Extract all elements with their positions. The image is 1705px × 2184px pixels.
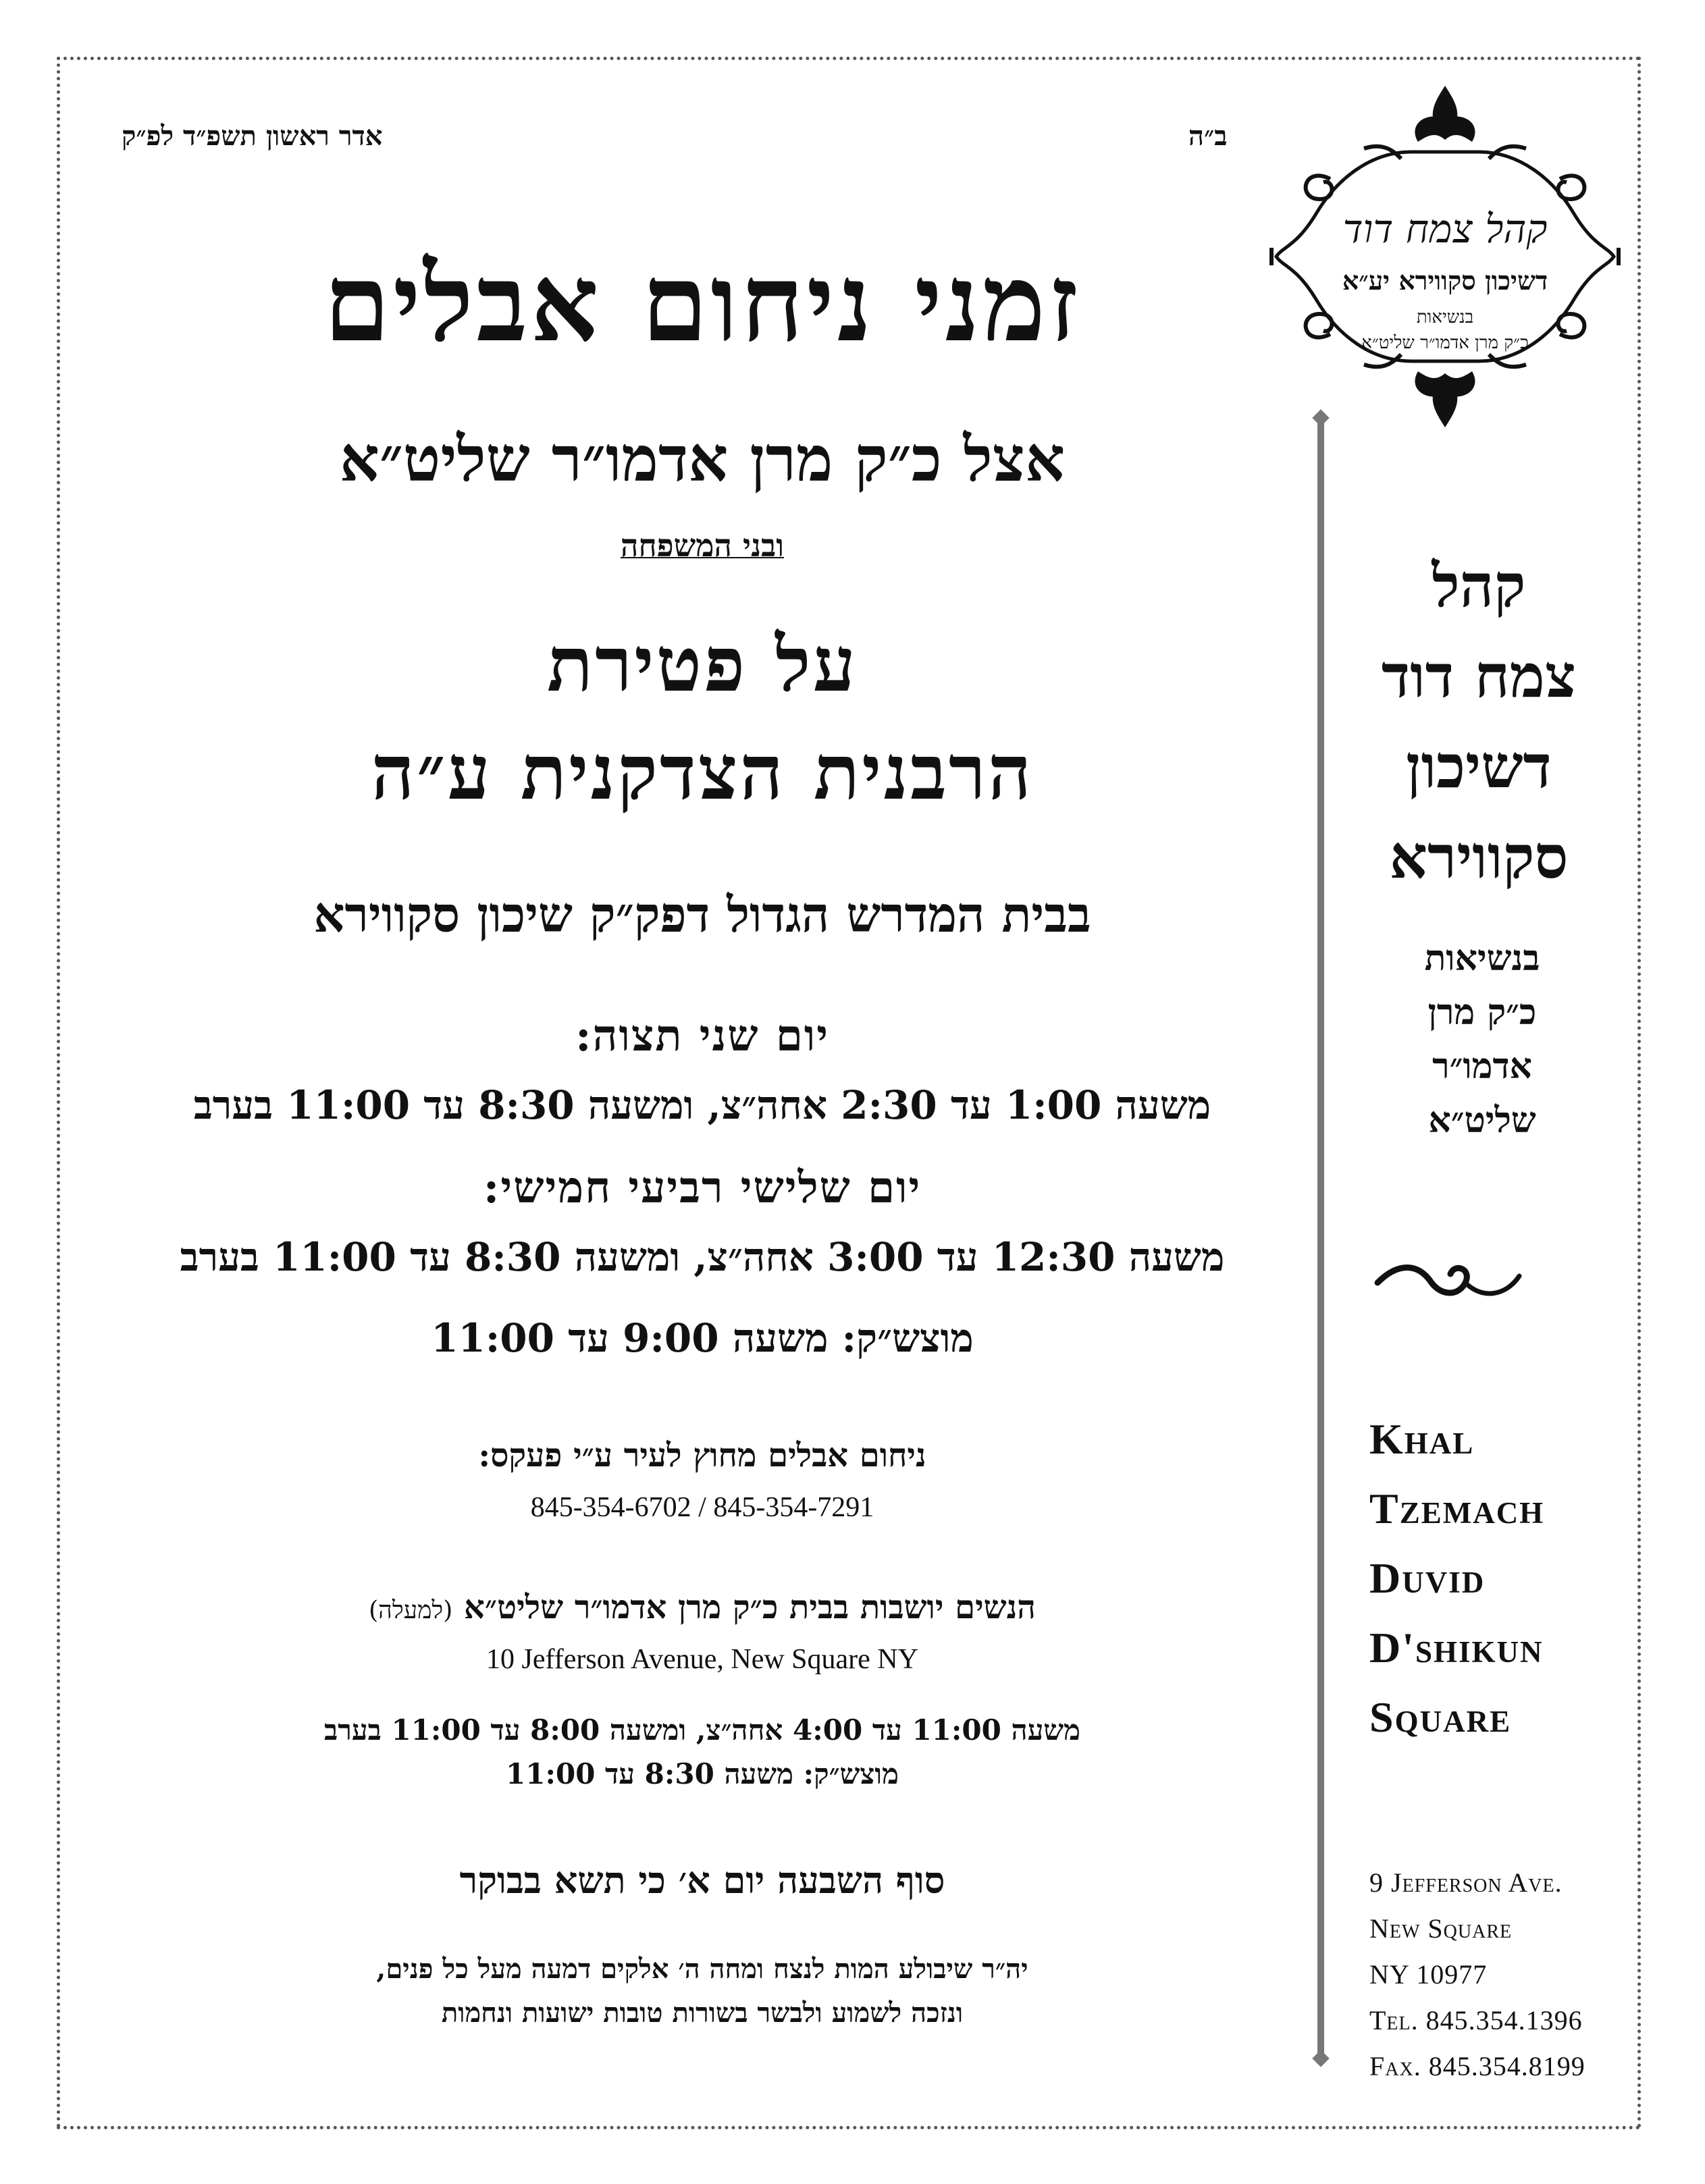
women-label — [128, 1587, 1276, 1632]
logo-frame-icon — [1256, 78, 1634, 435]
logo-line-2: דשיכון סקווירא יע״א — [1342, 265, 1548, 296]
sidebar-en-name-3: Duvid — [1369, 1554, 1486, 1602]
bh-mark: ב״ה — [1188, 120, 1228, 152]
sidebar-leadership — [1371, 932, 1594, 1148]
blessing-line-2: ונזכה לשמוע ולבשר בשורות טובות ישועות ונחמות — [441, 1997, 964, 2029]
logo-line-4: כ״ק מרן אדמו״ר שליט״א — [1361, 333, 1529, 353]
swirl-ornament — [1371, 1259, 1526, 1306]
petira-line-2: הרבנית הצדקנית ע״ה — [371, 728, 1034, 817]
sidebar-heb-name-2: צמח דוד — [1381, 641, 1577, 711]
sidebar-leadership-1: בנשיאות — [1424, 938, 1540, 979]
kehilla-logo — [1256, 78, 1634, 435]
sidebar-leadership-3: אדמו״ר — [1432, 1046, 1532, 1087]
motzash-times: מוצש״ק: משעה 9:00 עד 11:00 — [431, 1315, 974, 1361]
women-label-text: הנשים יושבות בבית כ״ק מרן אדמו״ר שליט״א — [464, 1589, 1036, 1626]
sidebar-heb-name-3: דשיכון — [1406, 731, 1552, 801]
day1-label: יום שני תצוה: — [575, 1011, 829, 1061]
sidebar-en-name-4: D'shikun — [1369, 1624, 1544, 1672]
family-line: ובני המשפחה — [621, 527, 784, 564]
blessing-line-1: יה״ר שיבולע המות לנצח ומחה ה׳ אלקים דמעה מעל כל פנים, — [376, 1953, 1028, 1985]
logo-line-3: בנשיאות — [1416, 307, 1474, 327]
women-times-2: מוצש״ק: משעה 8:30 עד 11:00 — [506, 1757, 899, 1790]
women-address: 10 Jefferson Avenue, New Square NY — [486, 1644, 918, 1675]
sidebar-heb-name-4: סקווירא — [1389, 822, 1569, 892]
logo-line-1: קהל צמח דוד — [1342, 206, 1548, 252]
address-tel: Tel. 845.354.1396 — [1369, 2005, 1583, 2035]
sidebar-heb-name — [1334, 540, 1624, 902]
phone-numbers: 845-354-6702 / 845-354-7291 — [530, 1492, 874, 1523]
date-line: אדר ראשון תשפ״ד לפ״ק — [122, 120, 383, 152]
sidebar-rule — [1317, 419, 1324, 2059]
petira-line-1: על פטירת — [546, 620, 858, 709]
phone-label: ניחום אבלים מחוץ לעיר ע״י פעקס: — [478, 1437, 926, 1474]
sidebar-en-name-5: Square — [1369, 1693, 1512, 1741]
sidebar-en-name — [1369, 1404, 1687, 1752]
address-zip: NY 10977 — [1369, 1959, 1488, 1990]
sidebar-heb-name-1: קהל — [1432, 550, 1526, 620]
day1-times: משעה 1:00 עד 2:30 אחה״צ, ומשעה 8:30 עד 11:00 בערב — [193, 1082, 1211, 1128]
address-town: New Square — [1369, 1913, 1513, 1944]
sidebar-en-name-1: Khal — [1369, 1415, 1475, 1463]
women-times-1: משעה 11:00 עד 4:00 אחה״צ, ומשעה 8:00 עד 11:00 בערב — [323, 1713, 1081, 1747]
location-line: בבית המדרש הגדול דפק״ק שיכון סקווירא — [313, 886, 1091, 943]
women-label-note: (למעלה) — [369, 1597, 453, 1624]
sidebar-en-name-2: Tzemach — [1369, 1485, 1545, 1533]
end-shiva-line: סוף השבעה יום א׳ כי תשא בבוקר — [459, 1859, 945, 1902]
sidebar-leadership-4: שליט״א — [1428, 1100, 1536, 1141]
day2-label: יום שלישי רביעי חמישי: — [483, 1163, 922, 1213]
sidebar-address — [1369, 1860, 1687, 2089]
sidebar-leadership-2: כ״ק מרן — [1427, 992, 1537, 1033]
address-fax: Fax. 845.354.8199 — [1369, 2051, 1585, 2081]
notice-subtitle: אצל כ״ק מרן אדמו״ר שליט״א — [339, 423, 1066, 496]
address-street: 9 Jefferson Ave. — [1369, 1867, 1563, 1898]
swirl-icon — [1371, 1259, 1526, 1306]
notice-title: זמני ניחום אבלים — [323, 241, 1081, 366]
day2-times: משעה 12:30 עד 3:00 אחה״צ, ומשעה 8:30 עד 11:00 בערב — [180, 1234, 1225, 1280]
